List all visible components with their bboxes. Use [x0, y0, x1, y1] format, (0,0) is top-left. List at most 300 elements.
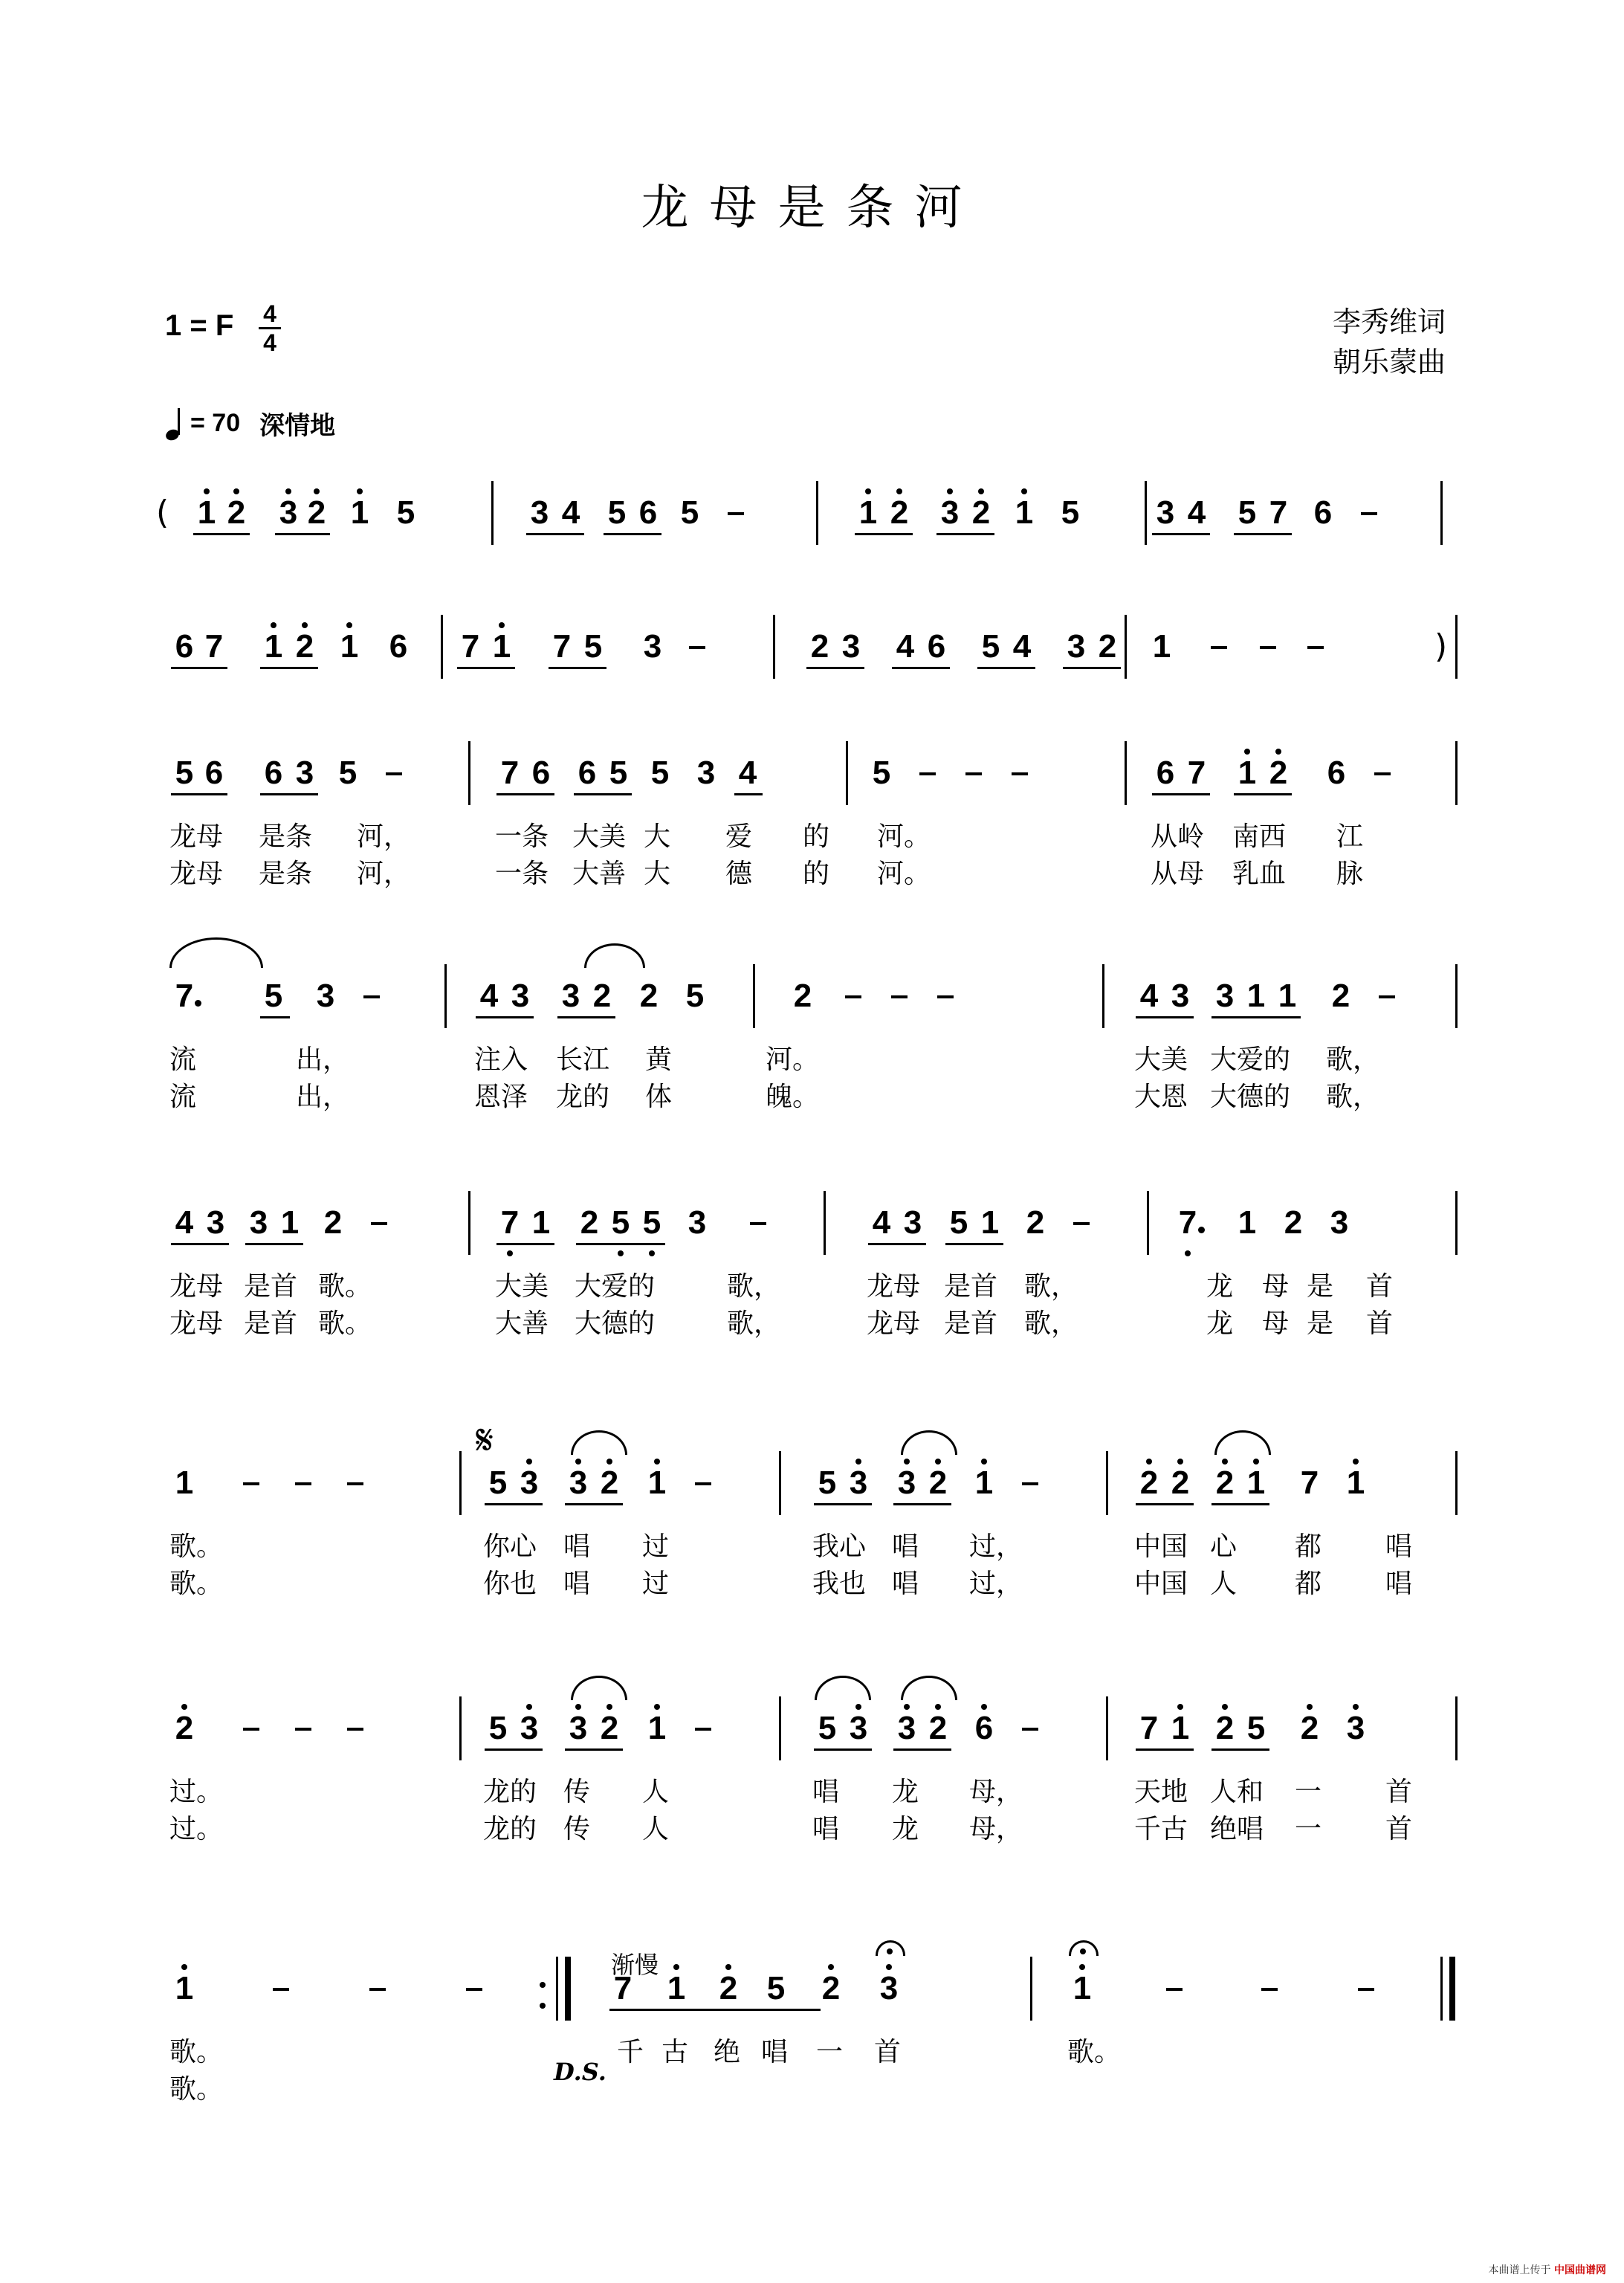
- lyric-word: 龙母: [169, 1271, 224, 1302]
- high-octave-dot: [1353, 1459, 1359, 1465]
- bar-line: [1125, 741, 1127, 805]
- repeat-dots: [540, 1970, 547, 2015]
- note-digit: 2: [307, 494, 326, 531]
- note: [487, 621, 517, 673]
- note: [1295, 1457, 1324, 1509]
- note: [1007, 621, 1037, 673]
- sustain-dash: [1022, 1728, 1038, 1731]
- note: [638, 621, 667, 673]
- lyric-word: 爱: [725, 821, 753, 852]
- note-digit: 1: [197, 494, 216, 531]
- tie-slur: [571, 1676, 627, 1700]
- note-digit: 1: [1152, 628, 1171, 665]
- note-digit: 6: [531, 755, 551, 791]
- eighth-beam: [855, 533, 913, 535]
- note: [199, 621, 229, 673]
- bar-line: [468, 741, 470, 805]
- staff-system-6: [162, 1457, 1455, 1650]
- high-octave-dot: [654, 1459, 660, 1465]
- lyric-word: 首: [1366, 1271, 1394, 1302]
- note: [1210, 970, 1240, 1022]
- eighth-beam: [936, 533, 994, 535]
- eighth-beam: [1211, 1748, 1269, 1751]
- note-digit: 2: [1215, 1465, 1235, 1501]
- sustain-dash: [689, 646, 705, 649]
- sustain-dash: [750, 1222, 766, 1225]
- note: [805, 621, 835, 673]
- note: [169, 1702, 199, 1754]
- note-digit: 6: [638, 494, 658, 531]
- note-digit: 2: [295, 628, 314, 665]
- note-digit: 2: [592, 978, 612, 1014]
- note: [1232, 1197, 1262, 1249]
- note: [816, 1963, 846, 2015]
- note: [602, 487, 632, 539]
- staff-system-3: [162, 747, 1455, 940]
- note-digit: 4: [479, 978, 499, 1014]
- high-octave-dot: [654, 1704, 660, 1710]
- note-digit: 2: [1284, 1204, 1303, 1241]
- note-digit: 3: [530, 494, 549, 531]
- note-digit: 5: [818, 1465, 837, 1501]
- bar-line: [1440, 1957, 1443, 2021]
- tempo-bpm: = 70: [190, 409, 241, 437]
- note-digit: 1: [1015, 494, 1034, 531]
- note: [1009, 487, 1039, 539]
- high-octave-dot: [725, 1964, 731, 1970]
- note-digit: 2: [1098, 628, 1117, 665]
- high-octave-dot: [947, 488, 953, 494]
- note: [311, 970, 340, 1022]
- bar-line: [444, 964, 447, 1028]
- bar-line: [468, 1191, 470, 1255]
- note: [935, 487, 965, 539]
- bar-line: [779, 1696, 781, 1760]
- low-octave-dot: [507, 1250, 513, 1256]
- notes-row: [162, 1702, 1455, 1754]
- note: [633, 487, 663, 539]
- note-digit: 2: [600, 1710, 619, 1746]
- dal-segno-mark: D.S.: [554, 2058, 606, 2086]
- tie-slur: [584, 943, 645, 968]
- note-digit: 1: [647, 1710, 667, 1746]
- lyric-word: 唱: [1385, 1531, 1413, 1562]
- note-digit: 3: [295, 755, 314, 791]
- note-digit: 3: [279, 494, 298, 531]
- high-octave-dot: [1275, 749, 1281, 755]
- sustain-dash: [386, 772, 402, 775]
- repeat-dot: [540, 2003, 546, 2009]
- eighth-beam: [260, 1016, 290, 1018]
- note: [563, 1702, 593, 1754]
- lyrics-verse-1: [162, 818, 1455, 856]
- note: [595, 1702, 624, 1754]
- lyric-word: 流: [169, 1044, 197, 1075]
- note-digit: 3: [849, 1710, 868, 1746]
- note-digit: 3: [897, 1710, 916, 1746]
- thick-bar-line: [565, 1957, 571, 2021]
- lyric-word: 大美: [495, 1271, 549, 1302]
- note: [578, 621, 608, 673]
- bar-line: [1455, 615, 1458, 679]
- bar-line: [1106, 1696, 1108, 1760]
- note: [514, 1702, 544, 1754]
- note: [1134, 1702, 1164, 1754]
- lyric-word: 歌。: [318, 1308, 372, 1339]
- note: [1182, 487, 1211, 539]
- bar-line: [1125, 615, 1127, 679]
- note: [290, 747, 320, 799]
- note: [812, 1702, 842, 1754]
- lyric-word: 出，: [296, 1044, 350, 1075]
- note-digit: 1: [647, 1465, 667, 1501]
- note-digit: 7: [461, 628, 480, 665]
- note-digit: 2: [1269, 755, 1288, 791]
- eighth-beam: [1234, 793, 1292, 795]
- note: [976, 621, 1006, 673]
- note: [318, 1197, 348, 1249]
- high-octave-dot: [1079, 1964, 1085, 1970]
- note: [1321, 747, 1351, 799]
- note-digit: 2: [810, 628, 829, 665]
- tie-slur: [169, 937, 263, 968]
- note: [1147, 621, 1177, 673]
- bar-line: [459, 1451, 462, 1515]
- note: [645, 747, 675, 799]
- lyric-word: 一条: [495, 821, 549, 852]
- note: [575, 1197, 604, 1249]
- note-digit: 3: [903, 1204, 922, 1241]
- eighth-beam: [565, 1748, 623, 1751]
- tie-slur: [815, 1676, 871, 1700]
- note: [221, 487, 251, 539]
- lyric-word: 母，: [969, 1814, 1023, 1844]
- note: [892, 1457, 922, 1509]
- note: [1210, 1457, 1240, 1509]
- note-digit: 4: [872, 1204, 891, 1241]
- high-octave-dot: [1146, 1459, 1152, 1465]
- note: [1134, 970, 1164, 1022]
- lyric-word: 河，: [357, 821, 411, 852]
- high-octave-dot: [855, 1459, 861, 1465]
- eighth-beam: [1211, 1503, 1269, 1505]
- note: [1173, 1197, 1203, 1249]
- high-octave-dot: [233, 488, 239, 494]
- note-digit: 5: [583, 628, 603, 665]
- sustain-dash: [466, 1988, 482, 1991]
- note-digit: 3: [520, 1465, 539, 1501]
- note: [495, 747, 525, 799]
- lyric-word: 大德的: [575, 1308, 656, 1339]
- note-digit: 5: [607, 494, 627, 531]
- note: [1295, 1702, 1324, 1754]
- note-digit: 3: [511, 978, 530, 1014]
- lyric-word: 母: [1262, 1308, 1290, 1339]
- note: [259, 970, 288, 1022]
- lyric-word: 唱: [761, 2037, 789, 2067]
- note: [637, 1197, 667, 1249]
- note: [923, 1457, 953, 1509]
- note: [1241, 1457, 1271, 1509]
- sustain-dash: [919, 772, 936, 775]
- lyric-word: 大爱的: [1210, 1044, 1291, 1075]
- note-digit: 2: [227, 494, 246, 531]
- note: [547, 621, 577, 673]
- note-digit: 5: [685, 978, 705, 1014]
- note-digit: 6: [204, 755, 224, 791]
- note: [788, 970, 818, 1022]
- lyric-word: 大爱的: [575, 1271, 656, 1302]
- bar-line: [1030, 1957, 1032, 2021]
- staff-system-5: [162, 1197, 1455, 1390]
- note: [333, 747, 363, 799]
- note-digit: 3: [1215, 978, 1235, 1014]
- note-digit: 5: [1061, 494, 1080, 531]
- note: [884, 487, 914, 539]
- lyric-word: 一: [816, 2037, 844, 2067]
- note-digit: 1: [340, 628, 359, 665]
- lyric-word: 龙母: [169, 859, 224, 889]
- note-digit: 3: [897, 1465, 916, 1501]
- sustain-dash: [1211, 646, 1227, 649]
- note-digit: 3: [696, 755, 716, 791]
- eighth-beam: [1136, 1748, 1194, 1751]
- lyric-word: 都: [1295, 1569, 1322, 1599]
- eighth-beam: [892, 667, 950, 669]
- lyric-word: 千: [617, 2037, 644, 2067]
- note-digit: 6: [175, 628, 194, 665]
- high-octave-dot: [1253, 1459, 1259, 1465]
- lyric-word: 人和: [1210, 1777, 1264, 1807]
- high-octave-dot: [673, 1964, 679, 1970]
- note: [1151, 487, 1180, 539]
- augmentation-dot: [1198, 1227, 1205, 1233]
- lyric-word: 从母: [1151, 859, 1205, 889]
- lyric-word: 大恩: [1134, 1082, 1188, 1112]
- lyric-word: 龙: [1206, 1271, 1234, 1302]
- lyric-word: 绝: [714, 2037, 741, 2067]
- note-digit: 7: [1269, 494, 1288, 531]
- lyric-word: 歌。: [169, 1569, 224, 1599]
- lyric-word: 母，: [969, 1777, 1023, 1807]
- bar-line: [773, 615, 775, 679]
- sustain-dash: [1361, 512, 1377, 515]
- sustain-dash: [937, 995, 954, 998]
- note: [290, 621, 320, 673]
- note: [661, 1963, 691, 2015]
- fermata-icon: [1069, 1940, 1099, 1956]
- high-octave-dot: [575, 1459, 581, 1465]
- bar-line: [1145, 481, 1147, 545]
- note-digit: 6: [578, 755, 597, 791]
- lyric-word: 母: [1262, 1271, 1290, 1302]
- lyric-word: 是首: [944, 1308, 998, 1339]
- lyric-word: 大: [644, 821, 671, 852]
- sustain-dash: [695, 1482, 711, 1485]
- bar-line: [1455, 1191, 1458, 1255]
- note: [1241, 1702, 1271, 1754]
- song-title: 龙母是条河: [641, 181, 983, 236]
- note: [836, 621, 866, 673]
- sustain-dash: [371, 1222, 387, 1225]
- note-digit: 2: [1215, 1710, 1235, 1746]
- lyric-word: 大善: [572, 859, 627, 889]
- staff-system-7: [162, 1702, 1455, 1896]
- lyrics-verse-2: [162, 1079, 1455, 1116]
- eighth-beam: [496, 1243, 554, 1245]
- lyric-word: 首: [1366, 1308, 1394, 1339]
- note-digit: 3: [1346, 1710, 1365, 1746]
- note: [1264, 487, 1293, 539]
- note-digit: 5: [650, 755, 670, 791]
- high-octave-dot: [575, 1704, 581, 1710]
- lyric-word: 脉: [1336, 859, 1364, 889]
- time-signature: [257, 300, 282, 356]
- note: [526, 1197, 556, 1249]
- note-digit: 2: [928, 1710, 948, 1746]
- note-digit: 6: [974, 1710, 994, 1746]
- note: [867, 747, 896, 799]
- note-digit: 7: [552, 628, 572, 665]
- note-digit: 7: [1139, 1710, 1159, 1746]
- notes-row: [162, 1963, 1455, 2015]
- note: [169, 1457, 199, 1509]
- lyrics-verse-1: [162, 1774, 1455, 1811]
- lyrics-verse-1: [162, 1528, 1455, 1566]
- note-digit: 7: [204, 628, 224, 665]
- lyric-word: 江: [1336, 821, 1364, 852]
- note: [483, 1702, 513, 1754]
- note: [1232, 487, 1262, 539]
- note: [1055, 487, 1085, 539]
- lyrics-verse-2: [162, 1305, 1455, 1343]
- note: [199, 747, 229, 799]
- lyric-word: 传: [563, 1777, 591, 1807]
- lyric-word: 河。: [766, 1044, 820, 1075]
- note: [1278, 1197, 1308, 1249]
- note-digit: 1: [280, 1204, 300, 1241]
- lyric-word: 你也: [483, 1569, 537, 1599]
- note-digit: 3: [688, 1204, 707, 1241]
- low-octave-dot: [618, 1250, 624, 1256]
- note: [1061, 621, 1091, 673]
- lyric-word: 首: [874, 2037, 902, 2067]
- tempo-marking: [165, 405, 335, 442]
- bar-line: [846, 741, 848, 805]
- note: [1308, 487, 1338, 539]
- sustain-dash: [1166, 1988, 1183, 1991]
- sustain-dash: [1260, 646, 1276, 649]
- note-digit: 1: [1346, 1465, 1365, 1501]
- note: [302, 487, 331, 539]
- bar-line: [1106, 1451, 1108, 1515]
- note-digit: 2: [1026, 1204, 1045, 1241]
- note-digit: 1: [1238, 1204, 1257, 1241]
- note-digit: 1: [858, 494, 878, 531]
- note-digit: 3: [316, 978, 335, 1014]
- ritardando-mark: 渐慢: [611, 1951, 659, 1979]
- note-digit: 1: [980, 1204, 1000, 1241]
- note-digit: 1: [974, 1465, 994, 1501]
- lyric-word: 一: [1295, 1777, 1322, 1807]
- note: [812, 1457, 842, 1509]
- lyric-word: 歌。: [169, 1531, 224, 1562]
- notes-row: [162, 1197, 1455, 1249]
- note-digit: 3: [643, 628, 662, 665]
- note: [334, 621, 364, 673]
- eighth-beam: [1211, 1016, 1301, 1018]
- note: [456, 621, 485, 673]
- thick-bar-line: [1449, 1957, 1455, 2021]
- notes-row: [162, 621, 1455, 673]
- note-digit: 2: [323, 1204, 343, 1241]
- note-digit: 5: [396, 494, 415, 531]
- note-digit: 6: [927, 628, 946, 665]
- eighth-beam: [476, 1016, 534, 1018]
- lyric-word: 你心: [483, 1531, 537, 1562]
- lyric-word: 龙母: [169, 821, 224, 852]
- key-signature: 1 = F: [165, 309, 234, 342]
- lyric-word: 人: [1210, 1569, 1238, 1599]
- note: [587, 970, 617, 1022]
- lyric-word: 唱: [892, 1569, 919, 1599]
- lyric-word: 绝唱: [1210, 1814, 1264, 1844]
- note: [923, 1702, 953, 1754]
- note: [1326, 970, 1356, 1022]
- credits: [1333, 302, 1446, 382]
- eighth-beam: [549, 667, 606, 669]
- high-octave-dot: [181, 1704, 187, 1710]
- tie-slur: [1214, 1430, 1271, 1455]
- note: [604, 747, 633, 799]
- lyric-word: 恩泽: [474, 1082, 528, 1112]
- lyric-word: 河。: [877, 859, 931, 889]
- note-digit: 4: [1012, 628, 1032, 665]
- note: [274, 487, 303, 539]
- note-digit: 5: [818, 1710, 837, 1746]
- note: [1151, 747, 1180, 799]
- note-digit: 5: [488, 1465, 508, 1501]
- bar-line: [1455, 1451, 1458, 1515]
- high-octave-dot: [1222, 1704, 1228, 1710]
- note: [1093, 621, 1122, 673]
- lyric-word: 从岭: [1151, 821, 1205, 852]
- low-octave-dot: [649, 1250, 655, 1256]
- sustain-dash: [965, 772, 982, 775]
- high-octave-dot: [1307, 1704, 1313, 1710]
- note-digit: 7: [1187, 755, 1206, 791]
- note-digit: 6: [264, 755, 283, 791]
- lyric-word: 大善: [495, 1308, 549, 1339]
- note: [1341, 1457, 1371, 1509]
- note: [1067, 1963, 1097, 2015]
- bar-line: [459, 1696, 462, 1760]
- lyric-word: 南西: [1232, 821, 1287, 852]
- note: [563, 1457, 593, 1509]
- lyric-word: 我也: [812, 1569, 867, 1599]
- lyric-word: 唱: [812, 1814, 840, 1844]
- note-digit: 5: [609, 755, 628, 791]
- sustain-dash: [845, 995, 861, 998]
- high-octave-dot: [285, 488, 291, 494]
- bar-line: [1147, 1191, 1149, 1255]
- note-digit: 1: [1246, 978, 1266, 1014]
- lyric-word: 魄。: [766, 1082, 820, 1112]
- note-digit: 2: [928, 1465, 948, 1501]
- note-digit: 3: [1067, 628, 1086, 665]
- sustain-dash: [273, 1988, 289, 1991]
- high-octave-dot: [978, 488, 984, 494]
